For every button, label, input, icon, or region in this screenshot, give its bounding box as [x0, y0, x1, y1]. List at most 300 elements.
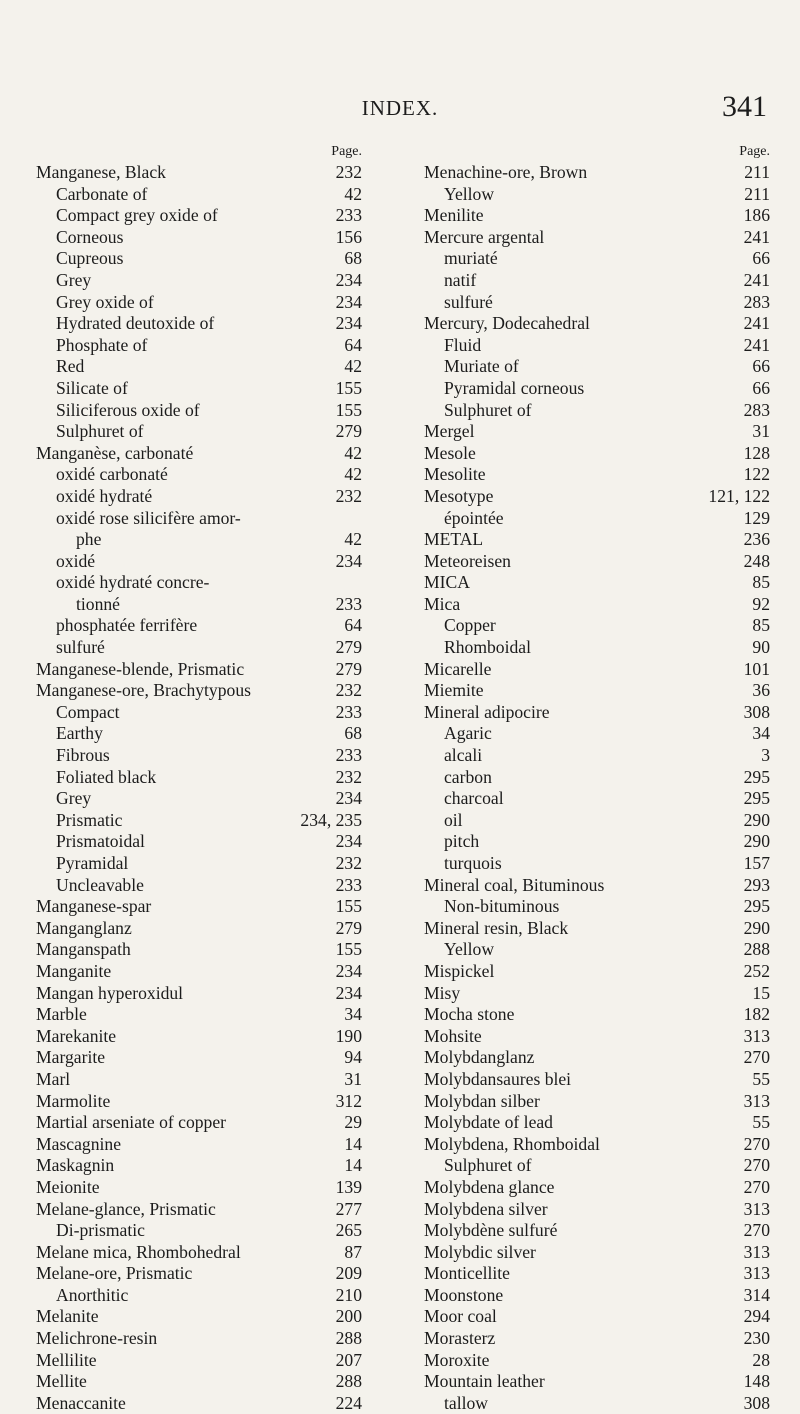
index-page-ref: 42 [344, 442, 362, 463]
index-entry [424, 313, 770, 335]
index-page-ref: 190 [335, 1025, 362, 1046]
index-page-ref: 295 [743, 788, 770, 809]
index-page-ref: 241 [743, 269, 770, 290]
index-entry [424, 1091, 770, 1113]
index-page-ref: 211 [744, 162, 770, 182]
index-term: Siliciferous oxide of [56, 399, 200, 420]
index-term: sulfuré [56, 637, 105, 658]
index-term: Melanite [36, 1306, 99, 1327]
index-term: Manganese-spar [36, 896, 152, 917]
index-term: Yellow [444, 939, 495, 960]
index-page-ref: 295 [743, 766, 770, 787]
index-term: Monticellite [424, 1263, 510, 1284]
index-entry [424, 1263, 770, 1285]
index-page-ref: 313 [743, 1198, 770, 1219]
index-entry [36, 767, 362, 789]
index-entry [424, 1134, 770, 1156]
index-term: sulfuré [444, 291, 493, 312]
index-page-ref: 55 [752, 1112, 770, 1133]
index-entry [424, 1285, 770, 1307]
index-term: Anorthitic [56, 1284, 129, 1305]
index-page-ref: 101 [743, 658, 770, 679]
index-entry [424, 1047, 770, 1069]
index-entry [424, 896, 770, 918]
index-entry [424, 1069, 770, 1091]
page-number: 341 [722, 90, 767, 123]
index-term: Mesole [424, 442, 476, 463]
index-page-ref: 308 [743, 1392, 770, 1413]
index-entry [36, 939, 362, 961]
index-term: Earthy [56, 723, 103, 744]
index-page-ref: 283 [743, 291, 770, 312]
index-term: oxidé rose silicifère amor- [56, 507, 241, 528]
index-page-ref: 15 [752, 982, 770, 1003]
index-page-ref: 55 [752, 1068, 770, 1089]
index-term: Melane-glance, Prismatic [36, 1198, 216, 1219]
index-entry [36, 335, 362, 357]
index-page-ref: 36 [752, 680, 770, 701]
index-term: Manganese, Black [36, 162, 166, 182]
index-entry [36, 1134, 362, 1156]
index-entry [424, 1112, 770, 1134]
index-term: Manganèse, carbonaté [36, 442, 194, 463]
index-page-ref: 279 [335, 917, 362, 938]
index-term: Meionite [36, 1176, 100, 1197]
index-term: Molybdena glance [424, 1176, 555, 1197]
index-entry [424, 400, 770, 422]
index-term: Martial arseniate of copper [36, 1112, 227, 1133]
index-entry [36, 1285, 362, 1307]
index-page-ref: 233 [335, 874, 362, 895]
index-entry [36, 1047, 362, 1069]
index-entry [424, 1004, 770, 1026]
index-entry [36, 788, 362, 810]
index-entry [36, 1177, 362, 1199]
index-entry [36, 464, 362, 486]
index-term: Di-prismatic [56, 1220, 145, 1241]
index-term: muriaté [444, 248, 498, 269]
index-term: METAL [424, 529, 484, 550]
index-term: Silicate of [56, 377, 128, 398]
index-page-ref: 290 [743, 917, 770, 938]
index-entry [36, 400, 362, 422]
index-page-ref: 128 [743, 442, 770, 463]
index-term: phe [76, 529, 102, 550]
index-entry [36, 443, 362, 465]
index-term: Manganite [36, 960, 112, 981]
index-entry [36, 572, 362, 594]
index-entry [36, 1004, 362, 1026]
index-page-ref: 308 [743, 701, 770, 722]
index-term: Moonstone [424, 1284, 504, 1305]
index-page-ref: 277 [335, 1198, 362, 1219]
index-term: Yellow [444, 183, 495, 204]
index-page-ref: 234 [335, 291, 362, 312]
index-page-ref: 270 [743, 1047, 770, 1068]
index-page-ref: 155 [335, 399, 362, 420]
index-term: alcali [444, 745, 483, 766]
index-term: Mesotype [424, 485, 494, 506]
index-term: oxidé [56, 550, 96, 571]
index-entry [36, 853, 362, 875]
column-header [36, 142, 362, 162]
index-page-ref: 313 [743, 1241, 770, 1262]
index-term: Misy [424, 982, 461, 1003]
index-entry [424, 551, 770, 573]
index-entry [36, 745, 362, 767]
index-entry [36, 227, 362, 249]
index-term: carbon [444, 766, 492, 787]
index-entry [36, 615, 362, 637]
index-term: Phosphate of [56, 334, 148, 355]
index-entry [36, 983, 362, 1005]
index-entry [36, 292, 362, 314]
index-term: Molybdic silver [424, 1241, 536, 1262]
index-entry [424, 745, 770, 767]
index-term: Mascagnine [36, 1133, 122, 1154]
index-term: Mesolite [424, 464, 486, 485]
index-entry [424, 1306, 770, 1328]
index-entry [424, 1371, 770, 1393]
index-page-ref: 66 [752, 356, 770, 377]
index-term: Molybdène sulfuré [424, 1220, 558, 1241]
index-entry [36, 486, 362, 508]
index-term: Melichrone-resin [36, 1328, 158, 1349]
index-page-ref: 232 [335, 485, 362, 506]
index-entry [424, 205, 770, 227]
index-page-ref: 224 [335, 1392, 362, 1413]
index-entry [36, 1155, 362, 1177]
index-page-ref: 288 [335, 1371, 362, 1392]
index-term: Marekanite [36, 1025, 117, 1046]
index-page-ref: 29 [344, 1112, 362, 1133]
index-page-ref: 3 [761, 745, 770, 766]
index-page-ref: 232 [335, 680, 362, 701]
index-term: Melane mica, Rhombohedral [36, 1241, 241, 1262]
index-term: Molybdena, Rhomboidal [424, 1133, 600, 1154]
index-entry [424, 594, 770, 616]
index-entry [36, 1263, 362, 1285]
index-page-ref: 234 [335, 960, 362, 981]
index-entry [424, 1242, 770, 1264]
index-page-ref: 66 [752, 248, 770, 269]
index-term: turquois [444, 853, 502, 873]
index-term: MICA [424, 572, 470, 593]
index-term: épointée [444, 507, 504, 528]
index-term: Rhomboidal [444, 637, 531, 658]
index-page-ref: 34 [752, 723, 770, 744]
index-page-ref: 290 [743, 831, 770, 852]
index-page-ref: 293 [743, 874, 770, 895]
index-page-ref: 66 [752, 377, 770, 398]
index-entry [36, 356, 362, 378]
index-term: Moroxite [424, 1349, 490, 1370]
index-entry [424, 1328, 770, 1350]
running-head-title: INDEX. [361, 96, 439, 120]
index-term: Meteoreisen [424, 550, 511, 571]
index-page-ref: 233 [335, 745, 362, 766]
index-entry [36, 1306, 362, 1328]
index-page-ref: 94 [344, 1047, 362, 1068]
index-entry [36, 875, 362, 897]
index-page-ref: 241 [743, 334, 770, 355]
index-page-ref: 295 [743, 896, 770, 917]
index-page-ref: 209 [335, 1263, 362, 1284]
index-term: Molybdansaures blei [424, 1068, 572, 1089]
index-term: Molybdate of lead [424, 1112, 553, 1133]
index-term: Grey oxide of [56, 291, 154, 312]
index-term: Muriate of [444, 356, 519, 377]
index-term: oxidé hydraté concre- [56, 572, 210, 593]
index-entry [36, 831, 362, 853]
index-page-ref: 252 [743, 960, 770, 981]
index-page-ref: 234 [335, 550, 362, 571]
index-page-ref: 157 [743, 853, 770, 873]
index-entry [424, 702, 770, 724]
index-term: Mellilite [36, 1349, 97, 1370]
index-entry [424, 680, 770, 702]
index-page-ref: 234 [335, 313, 362, 334]
index-term: Molybdan silber [424, 1090, 540, 1111]
index-page-ref: 85 [752, 572, 770, 593]
index-page-ref: 234 [335, 788, 362, 809]
index-term: Pyramidal [56, 853, 129, 873]
index-term: Marble [36, 1004, 87, 1025]
index-term: Non-bituminous [444, 896, 560, 917]
index-page-ref: 288 [335, 1328, 362, 1349]
index-term: Mispickel [424, 960, 495, 981]
index-term: Mohsite [424, 1025, 482, 1046]
index-page-ref: 279 [335, 658, 362, 679]
index-entry [424, 1177, 770, 1199]
index-page-ref: 85 [752, 615, 770, 636]
index-term: natif [444, 269, 477, 290]
index-entry [424, 227, 770, 249]
index-entry [424, 292, 770, 314]
index-entry [36, 313, 362, 335]
index-term: Corneous [56, 226, 124, 247]
index-entry [424, 356, 770, 378]
column-header [424, 142, 770, 162]
index-entry [424, 939, 770, 961]
index-entry [36, 184, 362, 206]
index-page-ref: 283 [743, 399, 770, 420]
index-page-ref: 265 [335, 1220, 362, 1241]
index-entry [424, 529, 770, 551]
index-term: Fibrous [56, 745, 110, 766]
index-entry [424, 335, 770, 357]
index-page-ref: 234 [335, 269, 362, 290]
index-term: Manganese-ore, Brachytypous [36, 680, 251, 701]
index-entry [424, 983, 770, 1005]
index-term: Mergel [424, 421, 475, 442]
index-term: Mica [424, 593, 461, 614]
index-page-ref: 156 [335, 226, 362, 247]
index-term: Copper [444, 615, 496, 636]
index-page-ref: 31 [344, 1068, 362, 1089]
index-page-ref: 64 [344, 334, 362, 355]
index-page-ref: 31 [752, 421, 770, 442]
index-page-ref: 230 [743, 1328, 770, 1349]
index-term: Marl [36, 1068, 71, 1089]
index-page-ref: 200 [335, 1306, 362, 1327]
index-term: Red [56, 356, 85, 377]
index-page-ref: 122 [743, 464, 770, 485]
index-entry [424, 1199, 770, 1221]
index-page-ref: 234 [335, 982, 362, 1003]
index-term: phosphatée ferrifère [56, 615, 198, 636]
index-term: Cupreous [56, 248, 124, 269]
index-entry [36, 896, 362, 918]
index-entry [36, 918, 362, 940]
index-entry [424, 421, 770, 443]
index-page-ref: 234 [335, 831, 362, 852]
index-term: Mercure argental [424, 226, 545, 247]
index-page-ref: 233 [335, 701, 362, 722]
index-page-ref: 92 [752, 593, 770, 614]
index-entry [36, 659, 362, 681]
index-page-ref: 139 [335, 1176, 362, 1197]
index-page-ref: 288 [743, 939, 770, 960]
index-term: Mangan hyperoxidul [36, 982, 184, 1003]
index-page-ref: 186 [743, 205, 770, 226]
index-term: Manganglanz [36, 917, 132, 938]
index-term: Compact [56, 701, 120, 722]
index-page-ref: 233 [335, 593, 362, 614]
index-column-right [424, 142, 770, 1414]
index-page-ref: 232 [335, 766, 362, 787]
index-entry [36, 1371, 362, 1393]
index-entry [424, 637, 770, 659]
index-entry [424, 1220, 770, 1242]
index-entry [424, 248, 770, 270]
index-page-ref: 182 [743, 1004, 770, 1025]
index-entry [36, 162, 362, 184]
index-term: Prismatoidal [56, 831, 145, 852]
index-term: oxidé carbonaté [56, 464, 168, 485]
index-term: Sulphuret of [444, 399, 532, 420]
index-page-ref: 155 [335, 896, 362, 917]
index-page-ref: 87 [344, 1241, 362, 1262]
index-page-ref: 42 [344, 183, 362, 204]
index-term: Molybdanglanz [424, 1047, 535, 1068]
index-entry [424, 1350, 770, 1372]
index-term: Moor coal [424, 1306, 497, 1327]
index-term: charcoal [444, 788, 504, 809]
index-page-ref: 64 [344, 615, 362, 636]
index-entry [424, 270, 770, 292]
index-term: Mineral resin, Black [424, 917, 569, 938]
index-term: Mineral adipocire [424, 701, 550, 722]
index-term: Mineral coal, Bituminous [424, 874, 605, 895]
index-term: Uncleavable [56, 874, 144, 895]
index-term: Manganese-blende, Prismatic [36, 658, 245, 679]
index-term: Grey [56, 269, 92, 290]
index-page-ref: 14 [344, 1133, 362, 1154]
index-term: Mellite [36, 1371, 87, 1392]
index-term: Maskagnin [36, 1155, 115, 1176]
index-entry [36, 1350, 362, 1372]
index-entry [36, 680, 362, 702]
index-entry [36, 1242, 362, 1264]
index-entry [424, 443, 770, 465]
index-page-ref: 68 [344, 723, 362, 744]
index-page-ref: 207 [335, 1349, 362, 1370]
index-term: Compact grey oxide of [56, 205, 218, 226]
index-entry [424, 723, 770, 745]
index-entry [424, 810, 770, 832]
index-term: Carbonate of [56, 183, 148, 204]
index-page-ref: 313 [743, 1025, 770, 1046]
index-term: Pyramidal corneous [444, 377, 585, 398]
index-term: Hydrated deutoxide of [56, 313, 215, 334]
index-entry [424, 961, 770, 983]
index-term: Mocha stone [424, 1004, 515, 1025]
index-entry [36, 1069, 362, 1091]
index-entry [36, 270, 362, 292]
index-entry [36, 1091, 362, 1113]
index-term: Prismatic [56, 809, 123, 830]
index-entry [36, 378, 362, 400]
index-term: Menaccanite [36, 1392, 126, 1413]
index-term: Sulphuret of [444, 1155, 532, 1176]
index-page-ref: 294 [743, 1306, 770, 1327]
index-page-ref: 155 [335, 377, 362, 398]
index-term: Melane-ore, Prismatic [36, 1263, 193, 1284]
index-page-ref: 42 [344, 529, 362, 550]
index-term: Grey [56, 788, 92, 809]
index-entry [424, 464, 770, 486]
index-page-ref: 313 [743, 1263, 770, 1284]
index-entry [424, 572, 770, 594]
index-page-ref: 241 [743, 313, 770, 334]
index-page-ref: 312 [335, 1090, 362, 1111]
index-page-ref: 210 [335, 1284, 362, 1305]
index-entry [424, 875, 770, 897]
index-entry [36, 508, 362, 530]
index-term: Margarite [36, 1047, 106, 1068]
index-entry [36, 551, 362, 573]
index-entry [36, 421, 362, 443]
index-term: Menachine-ore, Brown [424, 162, 588, 182]
index-page-ref: 14 [344, 1155, 362, 1176]
index-entry [36, 1220, 362, 1242]
index-page-ref: 270 [743, 1155, 770, 1176]
index-page-ref: 290 [743, 809, 770, 830]
index-page-ref: 314 [743, 1284, 770, 1305]
index-entry [424, 1155, 770, 1177]
index-entry [424, 1026, 770, 1048]
index-entry [36, 723, 362, 745]
index-page-ref: 42 [344, 356, 362, 377]
index-entry [424, 659, 770, 681]
index-entry [36, 1199, 362, 1221]
index-page-ref: 232 [335, 853, 362, 873]
index-page-ref: 236 [743, 529, 770, 550]
index-term: Marmolite [36, 1090, 111, 1111]
index-term: Manganspath [36, 939, 131, 960]
index-term: Micarelle [424, 658, 492, 679]
index-entry [36, 702, 362, 724]
index-page-ref: 233 [335, 205, 362, 226]
index-entry [424, 831, 770, 853]
index-page-ref: 270 [743, 1133, 770, 1154]
index-term: Menilite [424, 205, 484, 226]
index-page-ref: 248 [743, 550, 770, 571]
index-term: Miemite [424, 680, 484, 701]
index-term: Morasterz [424, 1328, 496, 1349]
index-term: Sulphuret of [56, 421, 144, 442]
